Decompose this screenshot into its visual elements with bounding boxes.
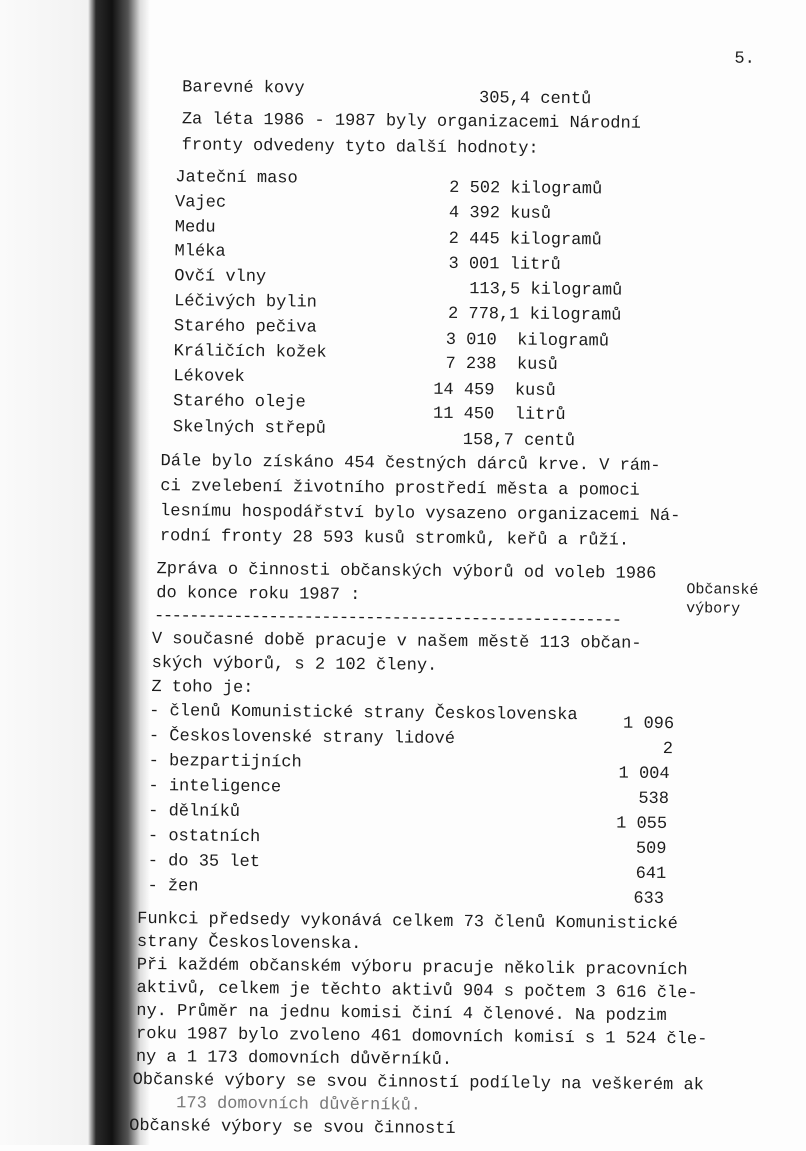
member-value: 1 055 bbox=[616, 814, 668, 835]
goods-value: 158,7 centů bbox=[462, 431, 576, 452]
member-label: - Československé strany lidové bbox=[148, 727, 456, 749]
member-label: - inteligence bbox=[148, 777, 282, 798]
goods-label: Starého pečiva bbox=[173, 317, 317, 338]
overprinted-line: 173 domovních důvěrníků. bbox=[135, 1093, 422, 1116]
paragraph-line: lesnímu hospodářství bylo vysazeno organizacemi Ná- bbox=[159, 502, 681, 527]
member-label: - žen bbox=[147, 877, 199, 897]
paragraph-line: V současné době pracuje v našem městě 113 občan- bbox=[151, 630, 642, 654]
header-item-label: Barevné kovy bbox=[182, 78, 305, 99]
member-value: 1 004 bbox=[618, 764, 670, 785]
goods-label: Mléka bbox=[174, 242, 226, 262]
member-label: - bezpartijních bbox=[148, 752, 302, 773]
goods-label: Ovčí vlny bbox=[174, 267, 267, 288]
paragraph-line: Dále bylo získáno 454 čestných dárců krve. V rám- bbox=[160, 452, 661, 476]
member-label: - do 35 let bbox=[147, 852, 261, 873]
member-value: 1 096 bbox=[622, 714, 675, 735]
paragraph-line: strany Československa. bbox=[136, 932, 362, 955]
goods-label: Skelných střepů bbox=[172, 418, 327, 439]
goods-label: Medu bbox=[174, 218, 216, 238]
goods-value: 7 238 kusů bbox=[445, 354, 558, 375]
goods-value: 2 778,1 kilogramů bbox=[447, 304, 622, 326]
member-value: 2 bbox=[662, 739, 674, 760]
goods-value: 2 502 kilogramů bbox=[449, 178, 603, 200]
header-item-value: 305,4 centů bbox=[478, 89, 592, 110]
member-value: 538 bbox=[638, 789, 670, 810]
intro-line: fronty odvedeny tyto další hodnoty: bbox=[181, 136, 539, 159]
goods-value: 14 459 kusů bbox=[433, 380, 556, 401]
paragraph-line: roku 1987 bylo zvoleno 461 domovních komisí s 1 524 čle- bbox=[135, 1024, 708, 1050]
paragraph-line: ny. Průměr na jednu komisi činí 4 členové. Na podzim bbox=[136, 1001, 667, 1027]
paragraph-line: Při každém občanském výboru pracuje několik pracovních bbox=[136, 955, 688, 981]
side-note: výbory bbox=[686, 600, 741, 618]
paragraph-line: Z toho je: bbox=[151, 678, 254, 699]
goods-label: Vajec bbox=[174, 193, 227, 213]
goods-value: 4 392 kusů bbox=[448, 203, 552, 224]
page-number: 5. bbox=[734, 49, 755, 69]
dashed-divider: ----------------------------------------------------- bbox=[153, 607, 621, 631]
goods-value: 11 450 litrů bbox=[432, 404, 566, 426]
side-note: Občanské bbox=[686, 581, 759, 599]
goods-value: 2 445 kilogramů bbox=[448, 229, 602, 251]
section-heading: do konce roku 1987 : bbox=[156, 584, 361, 606]
member-value: 633 bbox=[633, 889, 665, 909]
goods-label: Lékovek bbox=[173, 367, 245, 387]
section-heading: Zpráva o činnosti občanských výborů od voleb 1986 bbox=[156, 560, 657, 584]
member-label: - ostatních bbox=[147, 827, 261, 848]
goods-value: 113,5 kilogramů bbox=[469, 280, 623, 301]
paragraph-line: Funkci předsedy vykonává celkem 73 členů Komunistické bbox=[137, 909, 678, 935]
paragraph-line: Občanské výbory se svou činností podílely na veškerém ak bbox=[132, 1070, 704, 1096]
paragraph-line: ských výborů, s 2 102 členy. bbox=[151, 654, 438, 676]
member-label: - členů Komunistické strany Československa bbox=[149, 702, 578, 726]
goods-label: Léčivých bylin bbox=[174, 292, 318, 313]
member-label: - dělníků bbox=[148, 802, 241, 822]
intro-line: Za léta 1986 - 1987 byly organizacemi Národní bbox=[181, 110, 641, 134]
paragraph-line: ny a 1 173 domovních důvěrníků. bbox=[135, 1047, 453, 1070]
member-value: 509 bbox=[635, 839, 667, 859]
paragraph-line: Občanské výbory se svou činností bbox=[129, 1116, 456, 1139]
paragraph-line: ci zvelebení životního prostředí města a pomoci bbox=[160, 477, 640, 501]
paragraph-line: rodní fronty 28 593 kusů stromků, keřů a růží. bbox=[159, 527, 630, 551]
goods-value: 3 010 kilogramů bbox=[445, 330, 610, 352]
goods-label: Jateční maso bbox=[175, 168, 298, 189]
goods-value: 3 001 litrů bbox=[448, 254, 561, 275]
paragraph-line: aktivů, celkem je těchto aktivů 904 s počtem 3 616 čle- bbox=[136, 978, 698, 1004]
member-value: 641 bbox=[635, 864, 667, 884]
goods-label: Starého oleje bbox=[173, 392, 306, 413]
goods-label: Králičích kožek bbox=[173, 342, 327, 363]
